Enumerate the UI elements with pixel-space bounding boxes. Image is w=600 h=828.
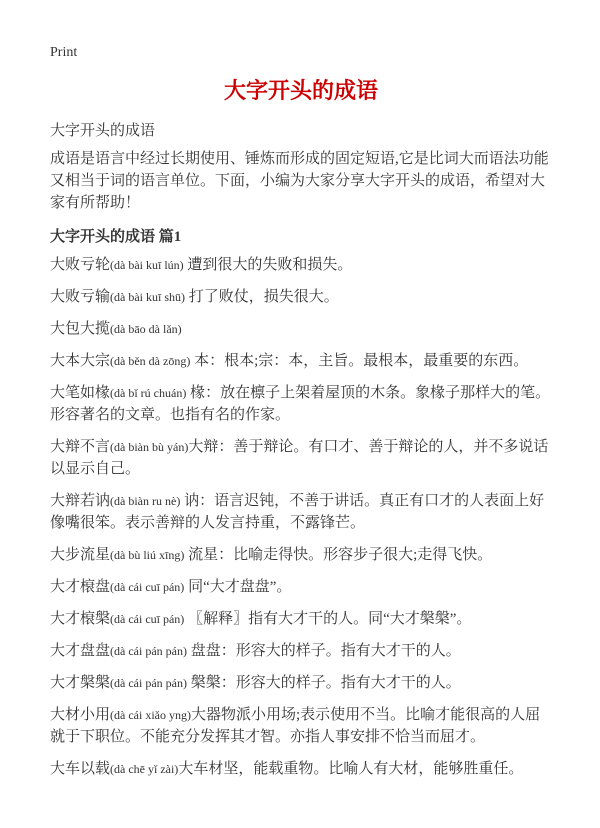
idiom-pinyin: (dà bāo dà lǎn) [110,322,182,336]
idiom-pinyin: (dà cái pán pán) [110,644,187,658]
idiom-term: 大败亏输 [50,289,111,305]
idiom-definition: 同“大才盘盘”。 [184,579,292,595]
idiom-term: 大材小用 [50,707,111,723]
idiom-pinyin: (dà bài kuī shū) [110,290,185,304]
idiom-pinyin: (dà běn dà zōng) [110,354,191,368]
idiom-term: 大才榱槃 [50,611,111,627]
idiom-pinyin: (dà bài kuī lún) [110,258,184,272]
idiom-entry [50,704,552,748]
idiom-pinyin: (dà bǐ rú chuán) [110,386,187,400]
idiom-entry [50,640,552,662]
idiom-term: 大笔如椽 [50,385,111,401]
idiom-term: 大才榱盘 [50,579,111,595]
idiom-entry [50,576,552,598]
idiom-pinyin: (dà biàn ru nè) [110,494,181,508]
idiom-definition: 流星：比喻走得快。形容步子很大;走得飞快。 [184,547,493,563]
idiom-entry [50,758,552,780]
idiom-term: 大才盘盘 [50,643,111,659]
idiom-entry [50,286,552,308]
idiom-pinyin: (dà bù liú xīng) [110,548,185,562]
idiom-definition: 大器物派小用场;表示使用不当。比喻才能很高的人屈就于下职位。不能充分发挥其才智。亦指人事安排不恰当而屈才。 [50,707,541,745]
idiom-term: 大车以载 [50,761,111,777]
idiom-definition: 遭到很大的失败和损失。 [183,257,353,273]
print-link[interactable]: Print [50,45,78,60]
idiom-entry [50,672,552,694]
idiom-entry [50,490,552,534]
idiom-definition: 本：根本;宗：本，主旨。最根本，最重要的东西。 [190,353,529,369]
idiom-pinyin: (dà cái pán pán) [110,676,187,690]
idiom-definition: 盘盘：形容大的样子。指有大才干的人。 [186,643,461,659]
idiom-definition: 〖解释〗指有大才干的人。同“大才槃槃”。 [184,611,472,627]
idiom-pinyin: (dà cái cuī pán) [110,612,185,626]
idiom-term: 大败亏轮 [50,257,111,273]
idiom-definition: 大车材坚，能载重物。比喻人有大材，能够胜重任。 [178,761,524,777]
idiom-list [50,254,552,780]
section-heading: 大字开头的成语 篇1 [50,229,182,245]
idiom-pinyin: (dà biàn bù yán) [110,440,189,454]
idiom-term: 大步流星 [50,547,111,563]
idiom-definition: 槃槃：形容大的样子。指有大才干的人。 [186,675,461,691]
idiom-term: 大辩若讷 [50,493,111,509]
idiom-pinyin: (dà cái xiǎo yng) [110,708,191,722]
idiom-definition: 大辩：善于辩论。有口才、善于辩论的人，并不多说话以显示自己。 [50,439,549,477]
idiom-term: 大才槃槃 [50,675,111,691]
idiom-term: 大包大揽 [50,321,111,337]
idiom-entry [50,544,552,566]
idiom-term: 大辩不言 [50,439,111,455]
subtitle: 大字开头的成语 [50,123,156,139]
idiom-entry [50,318,552,340]
idiom-entry [50,436,552,480]
page-title: 大字开头的成语 [223,78,378,103]
idiom-term: 大本大宗 [50,353,111,369]
idiom-entry [50,608,552,630]
idiom-entry [50,350,552,372]
idiom-definition: 打了败仗，损失很大。 [185,289,339,305]
idiom-entry [50,254,552,276]
idiom-pinyin: (dà chē yǐ zài) [110,762,179,776]
intro-paragraph: 成语是语言中经过长期使用、锤炼而形成的固定短语,它是比词大而语法功能又相当于词的语言单位。下面，小编为大家分享大字开头的成语，希望对大家有所帮助！ [50,151,549,211]
idiom-definition: 讷：语言迟钝，不善于讲话。真正有口才的人表面上好像嘴很笨。表示善辩的人发言持重，不露锋芒。 [50,493,545,531]
idiom-entry [50,382,552,426]
idiom-definition: 椽：放在檩子上架着屋顶的木条。象椽子那样大的笔。形容著名的文章。也指有名的作家。 [50,385,551,423]
idiom-pinyin: (dà cái cuī pán) [110,580,185,594]
